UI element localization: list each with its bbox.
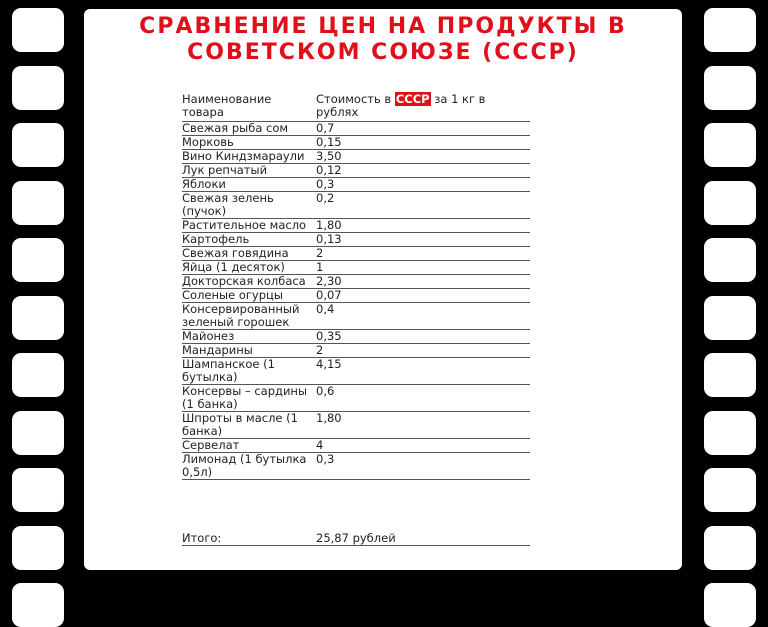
film-hole <box>704 181 756 225</box>
product-name: Вино Киндзмараули <box>182 150 316 164</box>
table-row <box>182 136 530 150</box>
film-hole <box>12 123 64 167</box>
film-hole <box>12 181 64 225</box>
header-price-suffix: за 1 кг в рублях <box>316 92 486 119</box>
film-hole <box>12 8 64 52</box>
product-name: Свежая рыба сом <box>182 122 316 136</box>
product-price: 2,30 <box>316 275 530 289</box>
product-name: Яйца (1 десяток) <box>182 261 316 275</box>
film-strip-left <box>0 0 70 576</box>
table-row <box>182 358 530 385</box>
product-price: 0,2 <box>316 192 530 219</box>
product-price: 0,7 <box>316 122 530 136</box>
table-row <box>182 330 530 344</box>
header-price-prefix: Стоимость в <box>316 92 395 106</box>
product-price: 0,3 <box>316 453 530 480</box>
film-hole <box>704 583 756 627</box>
title-line-2: СОВЕТСКОМ СОЮЗЕ (СССР) <box>187 40 579 65</box>
product-price: 0,12 <box>316 164 530 178</box>
product-price: 4,15 <box>316 358 530 385</box>
total-label: Итого: <box>182 480 316 546</box>
table-row <box>182 439 530 453</box>
product-name: Морковь <box>182 136 316 150</box>
product-name: Яблоки <box>182 178 316 192</box>
film-hole <box>704 468 756 512</box>
product-price: 0,35 <box>316 330 530 344</box>
table-row <box>182 164 530 178</box>
total-row <box>182 480 530 546</box>
product-name: Растительное масло <box>182 219 316 233</box>
product-price: 2 <box>316 344 530 358</box>
product-name: Докторская колбаса <box>182 275 316 289</box>
film-hole <box>704 411 756 455</box>
table-row <box>182 453 530 480</box>
product-name: Шампанское (1 бутылка) <box>182 358 316 385</box>
film-hole <box>704 526 756 570</box>
film-hole <box>704 66 756 110</box>
film-hole <box>12 66 64 110</box>
product-price: 0,07 <box>316 289 530 303</box>
header-ussr-highlight: СССР <box>395 92 430 106</box>
document-frame <box>84 9 682 570</box>
product-price: 1,80 <box>316 412 530 439</box>
product-price: 2 <box>316 247 530 261</box>
product-price: 0,6 <box>316 385 530 412</box>
film-hole <box>704 296 756 340</box>
table-row <box>182 275 530 289</box>
table-row <box>182 233 530 247</box>
product-price: 0,4 <box>316 303 530 330</box>
table-row <box>182 219 530 233</box>
table-row <box>182 289 530 303</box>
product-name: Соленые огурцы <box>182 289 316 303</box>
product-price: 1 <box>316 261 530 275</box>
product-name: Свежая зелень (пучок) <box>182 192 316 219</box>
product-name: Сервелат <box>182 439 316 453</box>
product-price: 3,50 <box>316 150 530 164</box>
film-hole <box>12 296 64 340</box>
table-row <box>182 150 530 164</box>
film-hole <box>704 123 756 167</box>
table-header-row <box>182 85 530 122</box>
film-hole <box>12 468 64 512</box>
product-name: Лук репчатый <box>182 164 316 178</box>
product-name: Майонез <box>182 330 316 344</box>
header-product-name: Наименование товара <box>182 85 316 122</box>
film-hole <box>12 526 64 570</box>
table-row <box>182 344 530 358</box>
table-row <box>182 412 530 439</box>
product-name: Консервы – сардины (1 банка) <box>182 385 316 412</box>
product-name: Шпроты в масле (1 банка) <box>182 412 316 439</box>
table-row <box>182 192 530 219</box>
film-hole <box>704 8 756 52</box>
page-title <box>84 14 682 66</box>
film-strip-right <box>698 0 768 576</box>
film-hole <box>12 411 64 455</box>
film-hole <box>12 583 64 627</box>
film-hole <box>12 238 64 282</box>
product-price: 0,15 <box>316 136 530 150</box>
table-row <box>182 385 530 412</box>
film-hole <box>704 238 756 282</box>
table-row <box>182 178 530 192</box>
product-name: Консервированный зеленый горошек <box>182 303 316 330</box>
table-row <box>182 303 530 330</box>
product-price: 0,13 <box>316 233 530 247</box>
title-line-1: СРАВНЕНИЕ ЦЕН НА ПРОДУКТЫ В <box>139 14 627 39</box>
table-row <box>182 122 530 136</box>
product-name: Лимонад (1 бутылка 0,5л) <box>182 453 316 480</box>
film-hole <box>12 353 64 397</box>
total-value: 25,87 рублей <box>316 480 530 546</box>
price-table <box>182 85 530 546</box>
product-name: Картофель <box>182 233 316 247</box>
header-price <box>316 85 530 122</box>
product-price: 0,3 <box>316 178 530 192</box>
product-price: 4 <box>316 439 530 453</box>
table-row <box>182 261 530 275</box>
film-hole <box>704 353 756 397</box>
table-row <box>182 247 530 261</box>
product-price: 1,80 <box>316 219 530 233</box>
product-name: Свежая говядина <box>182 247 316 261</box>
product-name: Мандарины <box>182 344 316 358</box>
